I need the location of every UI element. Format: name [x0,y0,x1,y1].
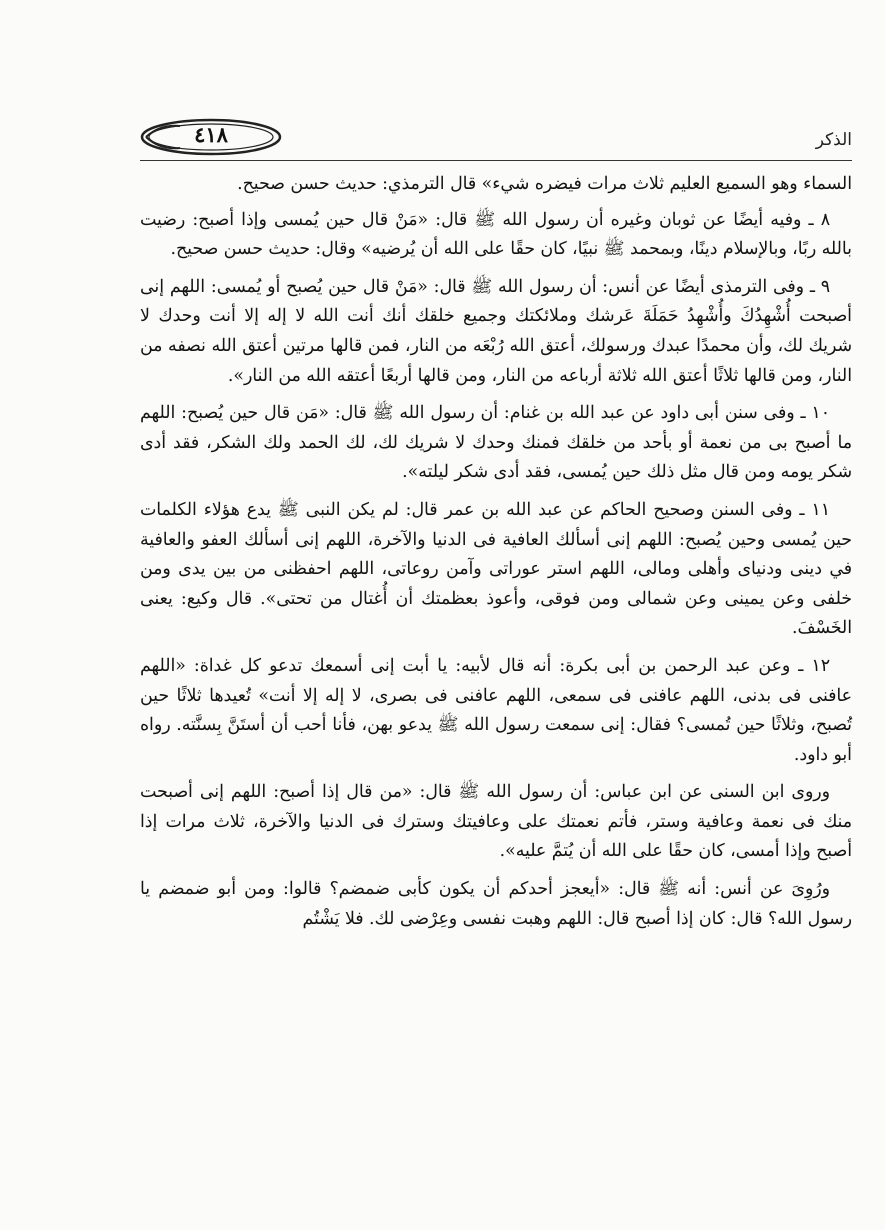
paragraph: ١٢ ـ وعن عبد الرحمن بن أبى بكرة: أنه قال لأبيه: يا أبت إنى أسمعك تدعو كل غداة: «اللهم عافنى فى بدنى، اللهم عافنى فى سمعى، اللهم عافنى فى بصرى، لا إله إلا أنت» تُعيدها ثلاثًا حين تُصبح، وثلاثًا حين تُمسى؟ فقال: إنى سمعت رسول الله ﷺ يدعو بهن، فأنا أحب أن أستَنَّ بِسنَّته. رواه أبو داود. [140,655,852,765]
paragraph: ورُوِىَ عن أنس: أنه ﷺ قال: «أيعجز أحدكم أن يكون كأبى ضمضم؟ قالوا: ومن أبو ضمضم يا رسول الله؟ قال: كان إذا أصبح قال: اللهم وهبت نفسى وعِرْضى لك. فلا يَشْتُم [140,879,852,929]
page-number-badge [140,118,282,156]
paragraph: السماء وهو السميع العليم ثلاث مرات فيضره شيء» قال الترمذي: حديث حسن صحيح. [237,174,852,194]
paragraph: ١١ ـ وفى السنن وصحيح الحاكم عن عبد الله بن عمر قال: لم يكن النبى ﷺ يدع هؤلاء الكلمات حين يُمسى وحين يُصبح: اللهم إنى أسألك العافية فى الدنيا والآخرة، اللهم إنى أسألك العفو والعافية في دينى ودنياى وأهلى ومالى، اللهم استر عوراتى وآمن روعاتى، اللهم احفظنى من بين يدى ومن خلفى وعن يمينى وعن شمالى ومن فوقى، وأعوذ بعظمتك أن أُغتال من تحتى». قال وكيع: يعنى الخَسْفَ. [140,499,852,639]
paragraph: ١٠ ـ وفى سنن أبى داود عن عبد الله بن غنام: أن رسول الله ﷺ قال: «مَن قال حين يُصبح: اللهم ما أصبح بى من نعمة أو بأحد من خلقك فمنك وحدك لا شريك لك، لك الحمد ولك الشكر، فقد أدى شكر يومه ومن قال مثل ذلك حين يُمسى، فقد أدى شكر ليلته». [140,403,852,483]
header-divider [140,160,852,161]
page-header [140,118,852,158]
paragraph: ٩ ـ وفى الترمذى أيضًا عن أنس: أن رسول الله ﷺ قال: «مَنْ قال حين يُصبح أو يُمسى: اللهم إنى أصبحت أُشْهِدُكَ وأُشْهِدُ حَمَلَةَ عَرشك وملائكتك وجميع خلقك أنك أنت الله لا إله إلا أنت وحدك لا شريك لك، وأن محمدًا عبدك ورسولك، أعتق الله رُبْعَه من النار، فمن قالها مرتين أعتق الله نصفه من النار، ومن قالها ثلاثًا أعتق الله ثلاثة أرباعه من النار، ومن قالها أربعًا أعتقه الله من النار». [140,276,852,386]
running-title: الذكر [815,130,852,150]
body-text [140,170,852,942]
page-number: ٤١٨ [194,122,228,147]
paragraph: ٨ ـ وفيه أيضًا عن ثوبان وغيره أن رسول الله ﷺ قال: «مَنْ قال حين يُمسى وإذا أصبح: رضيت بالله ربًا، وبالإسلام دينًا، وبمحمد ﷺ نبيًا، كان حقًا على الله أن يُرضيه» وقال: حديث حسن صحيح. [140,209,852,260]
paragraph: وروى ابن السنى عن ابن عباس: أن رسول الله ﷺ قال: «من قال إذا أصبح: اللهم إنى أصبحت منك فى نعمة وعافية وستر، فأتم نعمتك على وعافيتك وسترك فى الدنيا والآخرة، ثلاث مرات إذا أصبح وإذا أمسى، كان حقًا على الله أن يُتمَّ عليه». [140,782,852,862]
